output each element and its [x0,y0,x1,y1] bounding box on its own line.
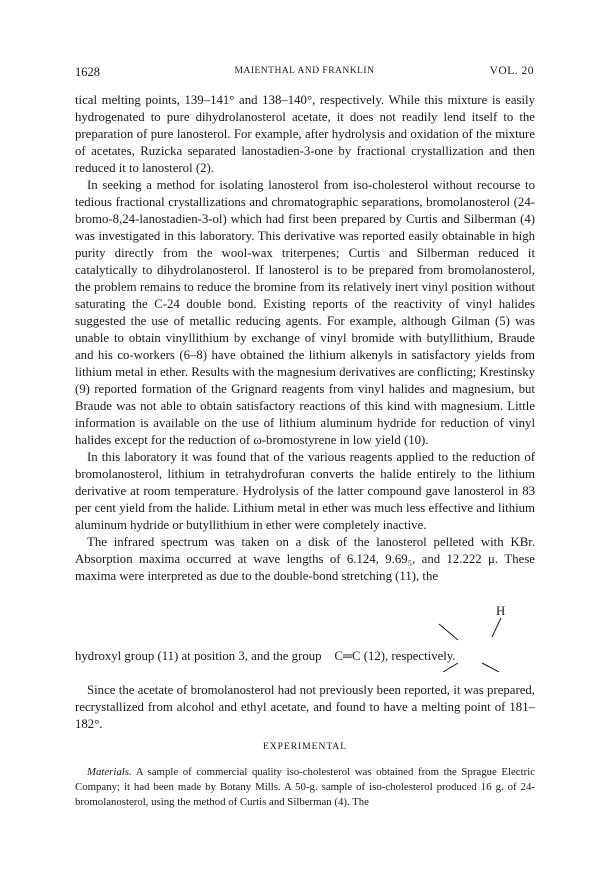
paragraph: tical melting points, 139–141° and 138–140°, respectively. While this mixture is easily hydrogenated to pure dihydrolanosterol acetate, it does not readily lend itself to the preparation of pure lanosterol. For example, after hydrolysis and oxidation of the mixture of acetates, Ruzicka separated lanostadien-3-one by fractional crystallization and then reduced it to lanosterol (2). [75,93,535,175]
bond-line [439,624,458,640]
page-header [75,65,534,81]
formula-text-line [75,649,456,664]
section-heading: EXPERIMENTAL [262,742,348,752]
paragraph: The infrared spectrum was taken on a disk of the lanosterol pelleted with KBr. Absorption maxima occurred at wave lengths of 6.124, 9.69₅, and 12.222 μ. These maxima were interpreted as due to the double-bond stretching (11), the [75,535,535,583]
formula-hydrogen-atom: H [496,604,506,618]
paragraph: Since the acetate of bromolanosterol had not previously been reported, it was prepared, recrystallized from alcohol and ethyl acetate, and found to have a melting point of 181–182°. [75,683,535,731]
paragraph: In seeking a method for isolating lanosterol from iso-cholesterol without recourse to tedious fractional crystallizations and chromatographic separations, bromolanosterol (24-bromo-8,24-lanostadien-3-ol) which had first been prepared by Curtis and Silberman (4) was investigated in this laboratory. This derivative was reported easily obtainable in high purity directly from the wool-wax triterpenes; Curtis and Silberman reduced it catalytically to dihydrolanosterol. If lanosterol is to be prepared from bromolanosterol, the problem remains to reduce the bromine from its relatively inert vinyl position without saturating the C-24 double bond. Existing reports of the reactivity of vinyl halides suggested the use of metallic reducing agents. For example, although Gilman (5) was unable to obtain vinyllithium by exchange of vinyl bromide with butyllithium, Braude and his co-workers (6–8) have obtained the lithium alkenyls in satisfactory yields from lithium metal in ether. Results with the magnesium derivatives are conflicting; Krestinsky (9) reported formation of the Grignard reagents from vinyl halides and magnesium, but Braude was not able to obtain satisfactory reactions of this kind with magnesium. Little information is available on the use of lithium aluminum hydride for reduction of vinyl halides except for the reduction of ω-bromostyrene in low yield (10). [75,178,535,447]
bond-line [482,663,499,672]
paragraph: In this laboratory it was found that of the various reagents applied to the reduction of bromolanosterol, lithium in tetrahydrofuran converts the halide entirely to the lithium derivative at room temperature. Hydrolysis of the latter compound gave lanosterol in 83 per cent yield from the halide. Lithium metal in ether was much less effective and lithium aluminum hydride or butyllithium in ether were completely inactive. [75,450,535,532]
structural-formula-line [75,604,535,672]
formula-lead-text: hydroxyl group (11) at position 3, and the group [75,649,322,663]
bond-line [492,618,501,637]
main-text-continued [75,682,535,733]
volume-label: VOL. 20 [489,65,534,77]
materials-text: A sample of commercial quality iso-cholesterol was obtained from the Sprague Electric Company; it had been made by Botany Mills. A 50-g. sample of iso-cholesterol produced 16 g. of 24-bromolanosterol, using the method of Curtis and Silberman (4). The [75,766,535,808]
running-title: MAIENTHAL AND FRANKLIN [234,66,375,76]
formula-group: C═C [334,649,361,663]
experimental-text [75,765,535,810]
page-number: 1628 [75,65,100,79]
formula-trail-text: (12), respectively. [363,649,456,663]
paragraph [75,765,535,810]
main-text [75,92,535,585]
bond-line [443,663,458,672]
materials-label: Materials. [87,766,132,778]
